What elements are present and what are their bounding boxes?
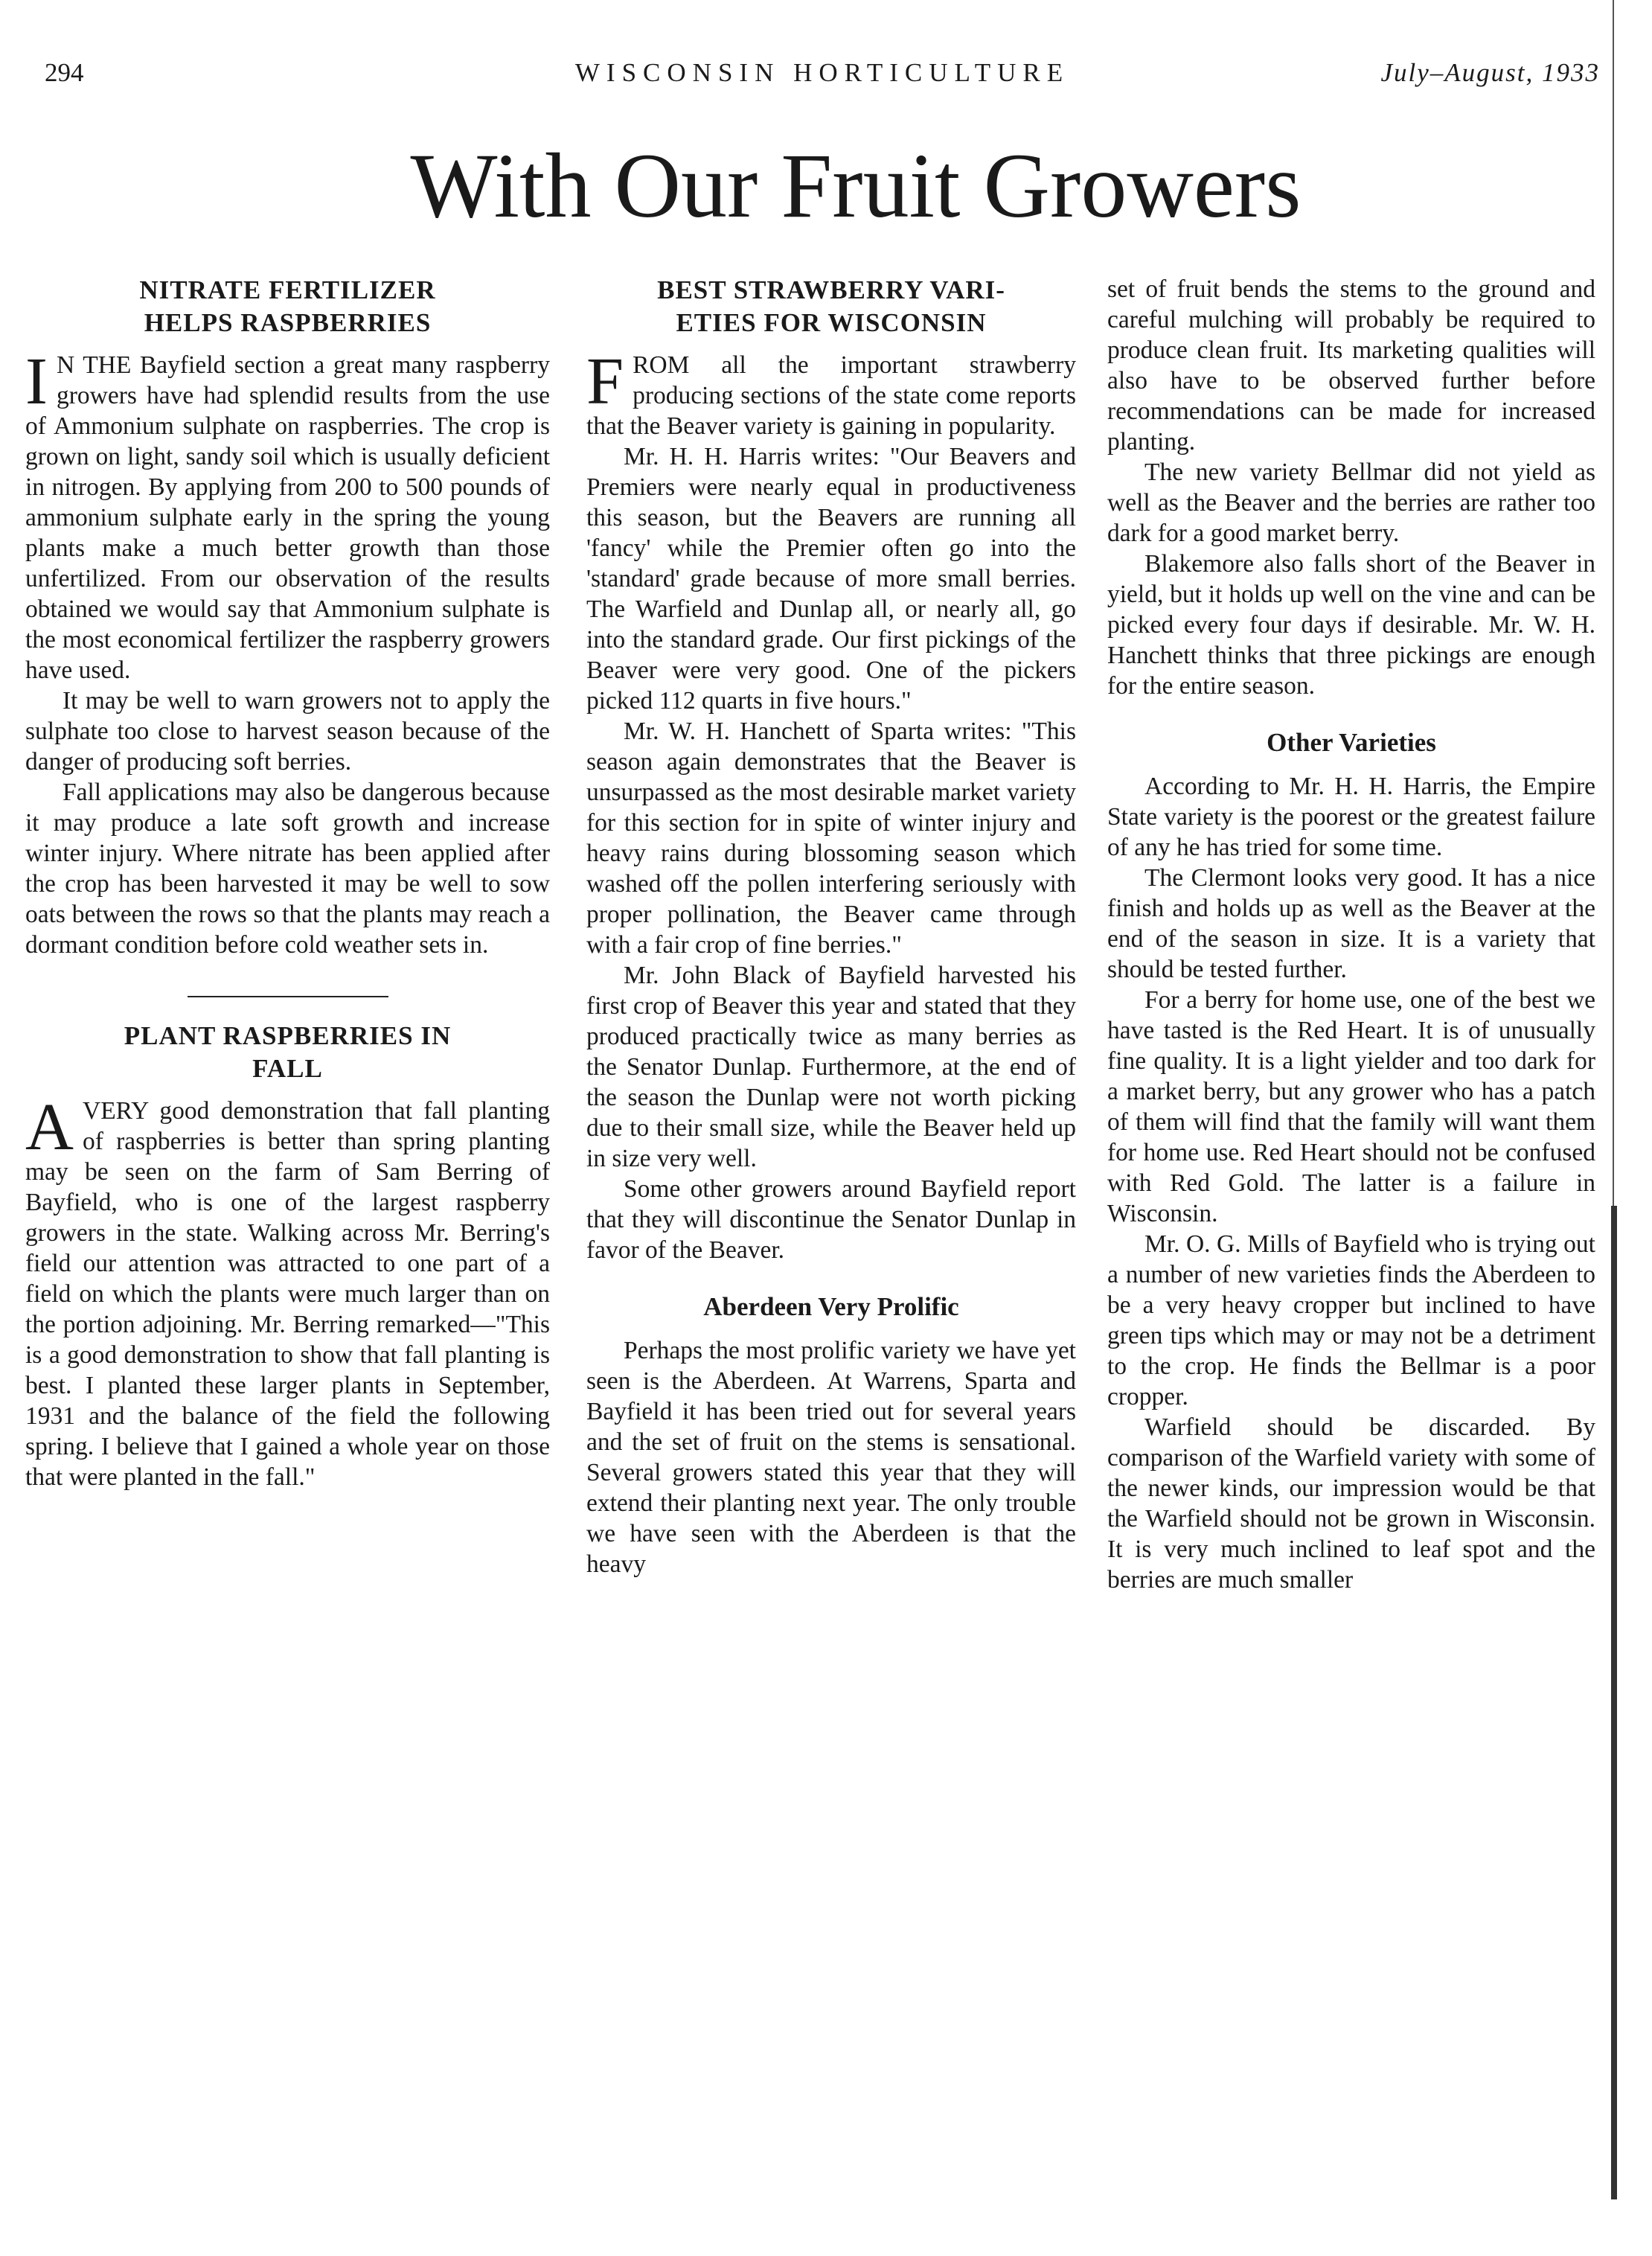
paragraph: Mr. O. G. Mills of Bayfield who is trying out a number of new varieties finds the Aberdeen to be a very heavy cropper but inclined to have green tips which may or may not be a detriment to the crop. He finds the Bellmar is a poor cropper. (1107, 1230, 1595, 1410)
paragraph: Fall applications may also be dangerous because it may produce a late soft growth and increase winter injury. Where nitrate has been applied after the crop has been harvested it may be well to sow oats between the rows so that the plants may reach a dormant condition before cold weather sets in. (25, 779, 550, 959)
column-2 (586, 274, 1076, 1579)
subheading-aberdeen: Aberdeen Very Prolific (703, 1292, 959, 1321)
drop-cap: A (25, 1090, 74, 1164)
paragraph: FROM all the important strawberry producing sections of the state come reports that the Beaver variety is gaining in popularity. (586, 345, 1076, 440)
running-head (45, 58, 1600, 103)
journal-name: WISCONSIN HORTICULTURE (574, 58, 1070, 87)
paragraph: Blakemore also falls short of the Beaver in yield, but it holds up well on the vine and can be picked every four days if desirable. Mr. W. H. Hanchett thinks that three pickings are enough for the entire season. (1107, 550, 1595, 700)
paragraph: Some other growers around Bayfield report that they will discontinue the Senator Dunlap in favor of the Beaver. (586, 1175, 1076, 1264)
paragraph: The Clermont looks very good. It has a nice finish and holds up as well as the Beaver at the end of the season in size. It is a variety that should be tested further. (1107, 864, 1595, 983)
edge-line (1613, 0, 1614, 1206)
paragraph: According to Mr. H. H. Harris, the Empire State variety is the poorest or the greatest failure of any he has tried for some time. (1107, 773, 1595, 861)
paragraph: Mr. W. H. Hanchett of Sparta writes: "This season again demonstrates that the Beaver is unsurpassed as the most desirable market variety for this section for in spite of winter injury and heavy rains during blossoming season which washed off the pollen interfering seriously with proper pollination, the Beaver came through with a fair crop of fine berries." (586, 718, 1076, 959)
column-3 (1107, 274, 1595, 1595)
paragraph: I N THE Bayfield section a great many raspberry growers have had splendid results from the use of Ammonium sulphate on raspberries. The crop is grown on light, sandy soil which is usually deficient in nitrogen. By applying from 200 to 500 pounds of ammonium sulphate early in the spring the young plants make a much better growth than those unfertilized. From our observation of the results obtained we would say that Ammonium sulphate is the most economical fertilizer the raspberry growers have used. (25, 345, 550, 684)
page-number: 294 (45, 58, 84, 87)
article-heading-plant-raspberries: PLANT RASPBERRIES IN FALL (124, 1021, 452, 1083)
drop-cap: I (25, 345, 48, 418)
paragraph: AVERY good demonstration that fall planting of raspberries is better than spring planting may be seen on the farm of Sam Berring of Bayfield, who is one of the largest raspberry growers in the state. Walking across Mr. Berring's field our attention was attracted to one part of a field on which the plants were much larger than on the portion adjoining. Mr. Berring remarked—"This is a good demonstration to show that fall planting is best. I planted these larger plants in September, 1931 and the balance of the field the following spring. I believe that I gained a whole year on those that were planted in the fall." (25, 1090, 550, 1491)
paragraph: Mr. H. H. Harris writes: "Our Beavers and Premiers were nearly equal in productiveness this season, but the Beavers are running all 'fancy' while the Premier often go into the 'standard' grade because of more small berries. The Warfield and Dunlap all, or nearly all, go into the standard grade. Our first pickings of the Beaver were very good. One of the pickers picked 112 quarts in five hours." (586, 443, 1076, 715)
paragraph: set of fruit bends the stems to the ground and careful mulching will probably be required to produce clean fruit. Its marketing qualities will also have to be observed further before recommendations can be made for increased planting. (1107, 275, 1595, 456)
drop-cap: F (586, 345, 624, 418)
page-title: With Our Fruit Growers (410, 135, 1302, 237)
paragraph: Warfield should be discarded. By comparison of the Warfield variety with some of the newer kinds, our impression would be that the Warfield should not be grown in Wisconsin. It is very much inclined to leaf spot and the berries are much smaller (1107, 1413, 1595, 1594)
page-edge-binding (1611, 0, 1617, 2256)
paragraph: The new variety Bellmar did not yield as well as the Beaver and the berries are rather too dark for a good market berry. (1107, 458, 1595, 547)
article-heading-strawberry: BEST STRAWBERRY VARI- ETIES FOR WISCONSIN (657, 275, 1005, 337)
paragraph: Perhaps the most prolific variety we have yet seen is the Aberdeen. At Warrens, Sparta and Bayfield it has been tried out for several years and the set of fruit on the stems is sensational. Several growers stated this year that they will extend their planting next year. The only trouble we have seen with the Aberdeen is that the heavy (586, 1337, 1076, 1578)
article-heading-nitrate: NITRATE FERTILIZER HELPS RASPBERRIES (139, 275, 436, 337)
issue-date: July–August, 1933 (1380, 58, 1600, 87)
paragraph: Mr. John Black of Bayfield harvested his first crop of Beaver this year and stated that they produced practically twice as many berries as the Senator Dunlap. Furthermore, at the end of the season the Dunlap were not worth picking due to their small size, while the Beaver held up in size very well. (586, 962, 1076, 1172)
edge-bar-dark (1611, 1206, 1617, 2199)
paragraph: It may be well to warn growers not to apply the sulphate too close to harvest season because of the danger of producing soft berries. (25, 687, 550, 776)
paragraph: For a berry for home use, one of the best we have tasted is the Red Heart. It is of unusually fine quality. It is a light yielder and too dark for a market berry, but any grower who has a patch of them will find that the family will want them for home use. Red Heart should not be confused with Red Gold. The latter is a failure in Wisconsin. (1107, 986, 1595, 1227)
column-1 (25, 274, 550, 1492)
subheading-other-varieties: Other Varieties (1267, 728, 1436, 757)
